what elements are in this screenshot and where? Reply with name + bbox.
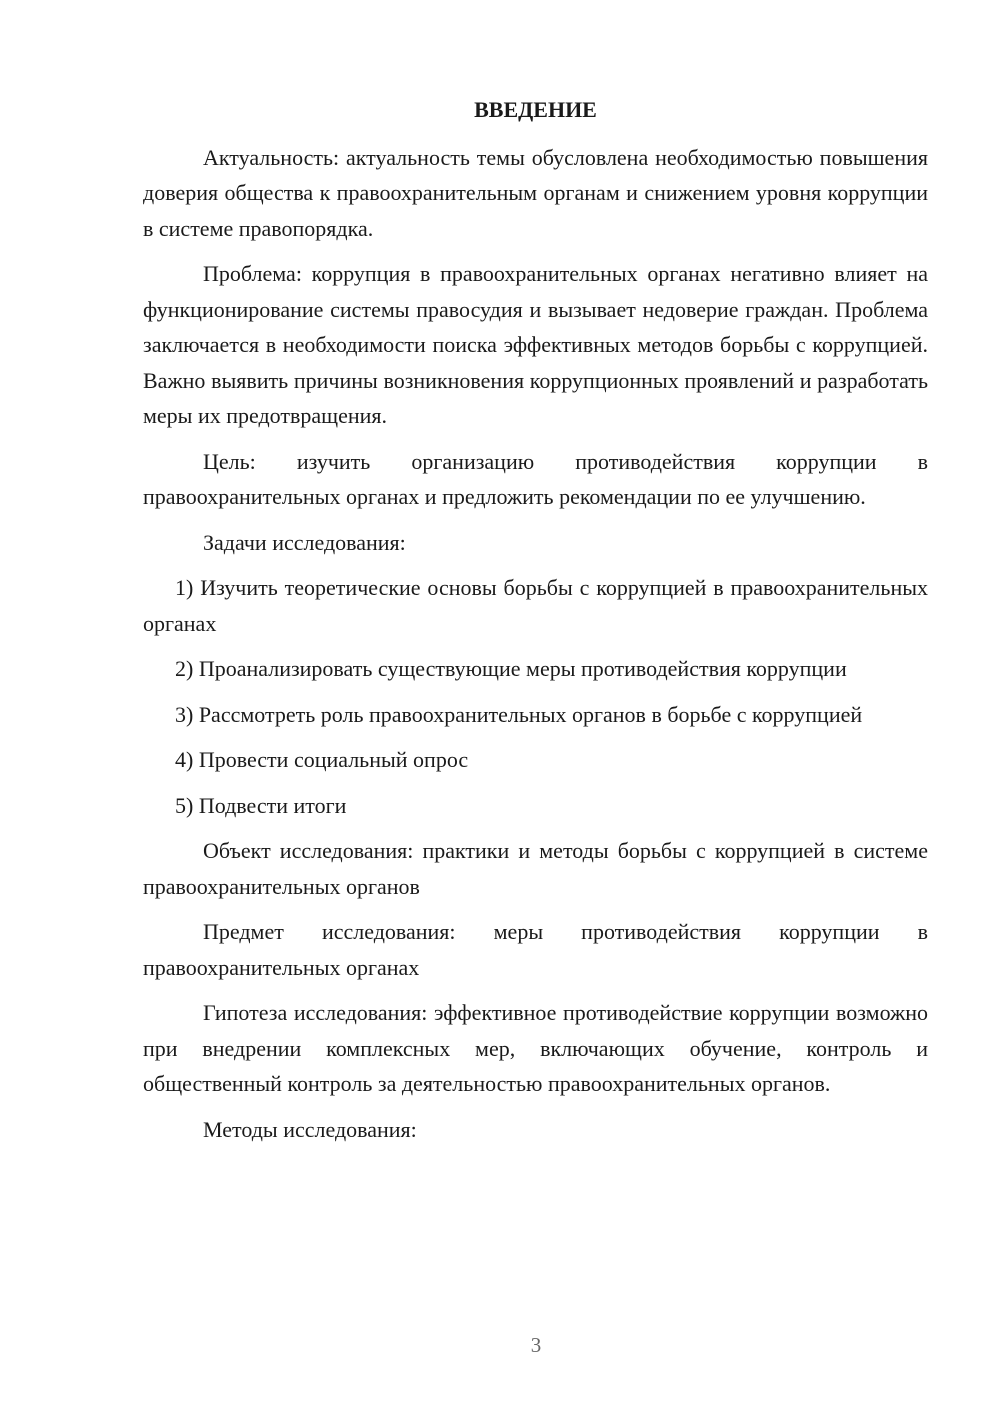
task-item-5: 5) Подвести итоги bbox=[175, 792, 347, 818]
methods-title: Методы исследования: bbox=[203, 1116, 417, 1142]
paragraph-problem: Проблема: коррупция в правоохранительных органах негативно влияет на функционирование системы правосудия и вызывает недоверие граждан. Проблема заключается в необходимости поиска эффективных методов борьбы с коррупцией. Важно выявить причины возникновения коррупционных проявлений и разработать меры их предотвращения. bbox=[143, 261, 928, 428]
paragraph-object: Объект исследования: практики и методы борьбы с коррупцией в системе правоохранительных органов bbox=[143, 838, 928, 899]
paragraph-goal: Цель: изучить организацию противодействия коррупции в правоохранительных органах и предложить рекомендации по ее улучшению. bbox=[143, 448, 928, 509]
page-number: 3 bbox=[530, 1333, 542, 1357]
paragraph-subject: Предмет исследования: меры противодействия коррупции в правоохранительных органах bbox=[143, 919, 928, 980]
task-item-3: 3) Рассмотреть роль правоохранительных органов в борьбе с коррупцией bbox=[175, 701, 863, 727]
section-heading: ВВЕДЕНИЕ bbox=[474, 97, 597, 122]
page-content bbox=[143, 92, 928, 1157]
tasks-title: Задачи исследования: bbox=[203, 529, 406, 555]
task-item-2: 2) Проанализировать существующие меры противодействия коррупции bbox=[175, 656, 847, 681]
paragraph-hypothesis: Гипотеза исследования: эффективное противодействие коррупции возможно при внедрении комплексных мер, включающих обучение, контроль и общественный контроль за деятельностью правоохранительных органов. bbox=[143, 1000, 928, 1096]
task-item-1: 1) Изучить теоретические основы борьбы с коррупцией в правоохранительных органах bbox=[143, 575, 928, 636]
task-item-4: 4) Провести социальный опрос bbox=[175, 747, 469, 772]
paragraph-relevance: Актуальность: актуальность темы обусловлена необходимостью повышения доверия общества к правоохранительным органам и снижением уровня коррупции в системе правопорядка. bbox=[143, 144, 928, 241]
